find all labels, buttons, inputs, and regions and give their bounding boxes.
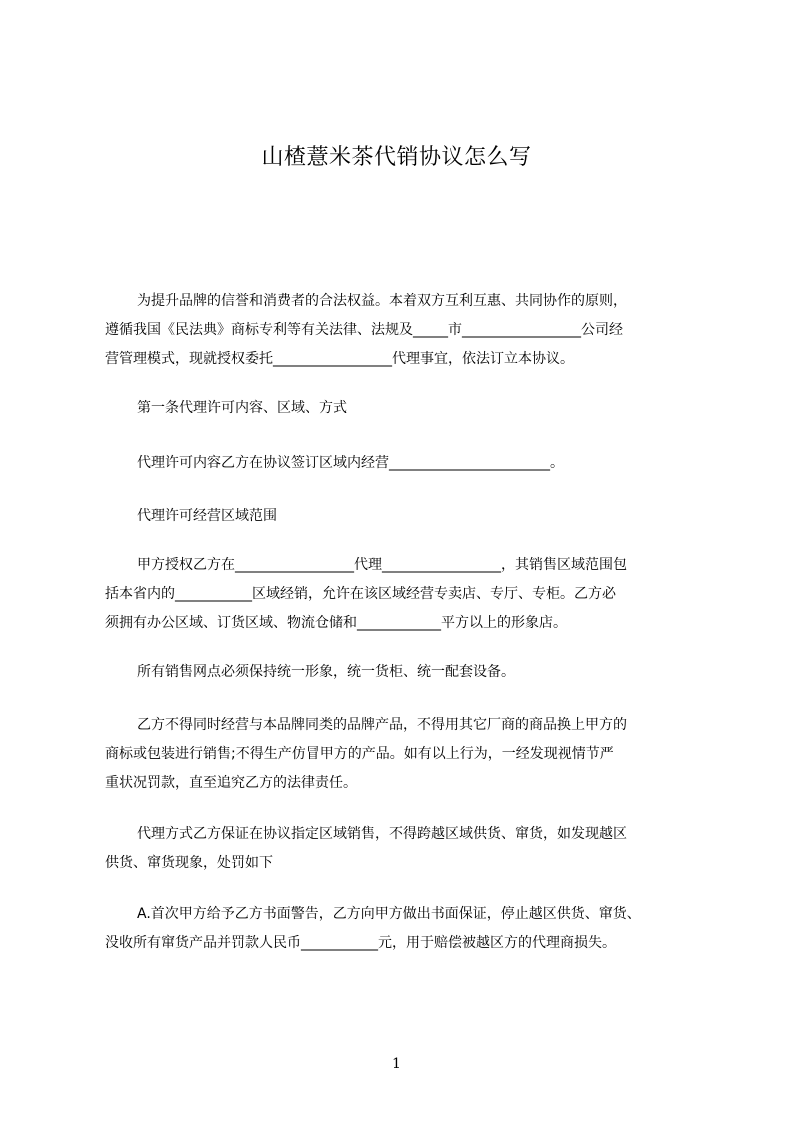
paragraph-region-scope-heading [105,502,700,531]
paragraph-penalty-a [105,900,700,958]
paragraph-line: 重状况罚款，直至追究乙方的法律责任。 [105,775,357,791]
paragraph-line: 乙方不得同时经营与本品牌同类的品牌产品，不得用其它厂商的商品换上甲方的 [137,717,627,733]
paragraph-line: 为提升品牌的信誉和消费者的合法权益。本着双方互利互惠、共同协作的原则， [137,293,627,309]
page-number: 1 [392,1056,401,1072]
paragraph-region-grant [105,551,700,638]
document-title: 山楂薏米茶代销协议怎么写 [261,145,532,170]
paragraph-preamble [105,287,700,374]
paragraph-line: A.首次甲方给予乙方书面警告，乙方向甲方做出书面保证，停止越区供货、窜货、 [137,906,641,922]
paragraph-line: 商标或包装进行销售;不得生产仿冒甲方的产品。如有以上行为，一经发现视情节严 [105,746,614,762]
paragraph-line: 没收所有窜货产品并罚款人民币___________元，用于赔偿被越区方的代理商损失。 [105,935,616,951]
paragraph-agency-method [105,820,700,878]
section-heading-article-1 [105,394,700,423]
paragraph-exclusivity [105,711,700,798]
paragraph-line: 代理许可内容乙方在协议签订区域内经营_______________________。 [137,455,564,471]
paragraph-line: 遵循我国《民法典》商标专利等有关法律、法规及_____市_________________公司经 [105,322,623,338]
paragraph-line: 须拥有办公区域、订货区域、物流仓储和____________平方以上的形象店。 [105,615,567,631]
paragraph-line: 甲方授权乙方在_________________代理_________________，其销售区域范围包 [137,557,627,573]
paragraph-unified-image [105,658,700,687]
paragraph-line: 第一条代理许可内容、区域、方式 [137,400,347,416]
paragraph-line: 营管理模式，现就授权委托_________________代理事宜，依法订立本协议。 [105,351,574,367]
paragraph-line: 括本省内的___________区域经销，允许在该区域经营专卖店、专厅、专柜。乙方必 [105,586,616,602]
paragraph-line: 代理许可经营区域范围 [137,508,277,524]
paragraph-line: 所有销售网点必须保持统一形象，统一货柜、统一配套设备。 [137,664,515,680]
paragraph-line: 供货、窜货现象，处罚如下 [105,855,273,871]
paragraph-license-content [105,449,700,478]
paragraph-line: 代理方式乙方保证在协议指定区域销售，不得跨越区域供货、窜货，如发现越区 [137,826,627,842]
